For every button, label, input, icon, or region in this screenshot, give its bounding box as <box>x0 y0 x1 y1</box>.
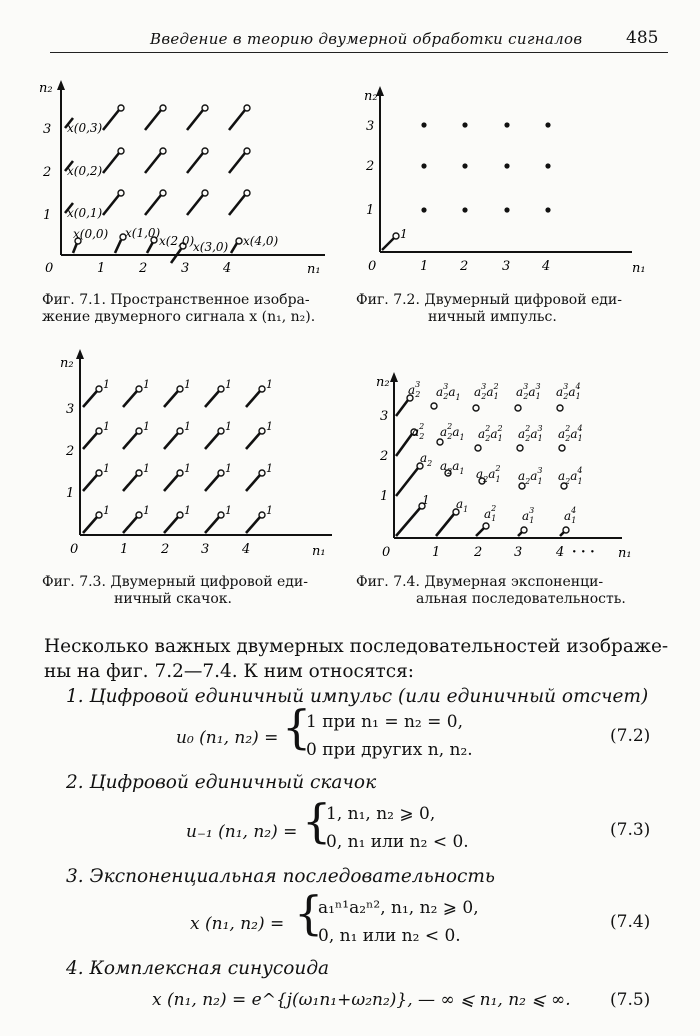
unit-step-stem <box>83 391 97 407</box>
eq-7-5: x (n₁, n₂) = e^{j(ω₁n₁+ω₂n₂)}, — ∞ ⩽ n₁, n₂ ⩽ ∞. <box>152 990 571 1010</box>
x-tick-3: 3 <box>502 259 511 274</box>
svg-text:a22: $a^2$ 2 <box>412 422 425 441</box>
unit-step-stem <box>123 517 137 533</box>
unit-step-label: 1 <box>103 462 110 475</box>
unit-step-label: 1 <box>184 504 191 517</box>
y-tick-1: 1 <box>66 486 75 501</box>
unit-step-head <box>218 386 224 392</box>
caption-line: Фиг. 7.3. Двумерный цифровой еди- <box>42 574 308 590</box>
caption-line: жение двумерного сигнала x (n₁, n₂). <box>42 309 316 325</box>
eq-7-3-case2: 0, n₁ или n₂ < 0. <box>326 832 469 852</box>
unit-step-stem <box>246 517 260 533</box>
unit-step-head <box>259 512 265 518</box>
svg-text:a22a31: $a^2$ $2a^3$ 1 <box>518 424 543 443</box>
svg-text:a1: $a_1$ <box>456 497 469 514</box>
x-tick-3: 3 <box>514 545 523 560</box>
svg-text:a41: $a^4$ 1 <box>564 506 577 525</box>
x-tick-1: 1 <box>120 542 129 557</box>
svg-text:a32a31: $a^3$ $2a^3$ 1 <box>516 382 541 401</box>
unit-step-stem <box>123 433 137 449</box>
unit-step-label: 1 <box>225 462 232 475</box>
svg-text:a31: $a^3$ 1 <box>522 506 535 525</box>
x-axis-label: n₁ <box>632 261 646 276</box>
figure-7-2 <box>362 80 662 280</box>
svg-text:a32a41: $a^3$ $2a^4$ 1 <box>556 382 581 401</box>
unit-step-label: 1 <box>225 504 232 517</box>
caption-line: ничный импульс. <box>428 309 557 325</box>
caption-fig-7-3 <box>42 574 308 608</box>
y-tick-1: 1 <box>43 208 52 223</box>
x-tick-0: 0 <box>45 261 54 276</box>
x-tick-ellipsis: · · · <box>572 545 595 560</box>
eq-7-4-brace: { <box>294 886 324 940</box>
caption-line: Фиг. 7.2. Двумерный цифровой еди- <box>356 292 622 308</box>
unit-step-stem <box>83 433 97 449</box>
y-axis-arrow <box>57 80 65 90</box>
x-tick-2: 2 <box>460 259 469 274</box>
x-tick-2: 2 <box>139 261 148 276</box>
caption-fig-7-2 <box>356 292 622 326</box>
svg-text:a2: $a_2$ <box>420 451 433 468</box>
y-tick-3: 3 <box>66 402 75 417</box>
y-tick-1: 1 <box>366 203 375 218</box>
unit-step-stem <box>246 433 260 449</box>
unit-step-head <box>136 428 142 434</box>
unit-step-head <box>177 470 183 476</box>
unit-step-label: 1 <box>103 504 110 517</box>
unit-step-stem <box>164 517 178 533</box>
intro-line: ны на фиг. 7.2—7.4. К ним относятся: <box>44 661 415 682</box>
svg-text:a32a21: $a^3$ $2a^2$ 1 <box>474 382 499 401</box>
svg-text:a32: $a^3$ 2 <box>408 380 421 399</box>
y-tick-3: 3 <box>380 409 389 424</box>
unit-step-label: 1 <box>143 378 150 391</box>
eq-7-2-brace: { <box>282 700 312 754</box>
label-x30: x(3,0) <box>193 240 229 254</box>
caption-fig-7-1 <box>42 292 315 326</box>
y-tick-3: 3 <box>366 119 375 134</box>
x-tick-0: 0 <box>382 545 391 560</box>
unit-step-head <box>259 386 265 392</box>
unit-step-label: 1 <box>143 504 150 517</box>
y-tick-3: 3 <box>43 122 52 137</box>
figure-7-1 <box>35 80 335 280</box>
eq-7-4-case1: a₁ⁿ¹a₂ⁿ², n₁, n₂ ⩾ 0, <box>318 898 479 918</box>
label-x00: x(0,0) <box>73 227 109 241</box>
unit-step-stem <box>164 433 178 449</box>
unit-step-label: 1 <box>143 462 150 475</box>
item-2-heading: 2. Цифровой единичный скачок <box>66 772 377 793</box>
unit-step-head <box>136 470 142 476</box>
eq-7-3-brace: { <box>302 794 332 848</box>
x-axis-label: n₁ <box>307 262 321 277</box>
svg-text:a22a1: $a^2$ $2a_1$ <box>440 422 465 442</box>
svg-text:a2a21: $a_2a^2$ 1 <box>476 464 501 484</box>
svg-text:a2a1: $a_2a_1$ <box>440 459 465 476</box>
unit-step-stem <box>205 517 219 533</box>
eq-7-2-number: (7.2) <box>610 726 651 746</box>
unit-step-label: 1 <box>266 420 273 433</box>
unit-step-head <box>218 470 224 476</box>
unit-step-head <box>136 386 142 392</box>
unit-step-label: 1 <box>225 420 232 433</box>
caption-line: Фиг. 7.4. Двумерная экспоненци- <box>356 574 604 590</box>
y-tick-2: 2 <box>366 159 375 174</box>
eq-7-3-number: (7.3) <box>610 820 651 840</box>
eq-7-4-number: (7.4) <box>610 912 651 932</box>
x-tick-4: 4 <box>542 259 551 274</box>
label-x02: x(0,2) <box>67 164 103 178</box>
x-tick-3: 3 <box>201 542 210 557</box>
unit-step-head <box>259 470 265 476</box>
label-x03: x(0,3) <box>67 121 103 135</box>
caption-fig-7-4 <box>356 574 626 608</box>
unit-step-stem <box>205 433 219 449</box>
x-tick-0: 0 <box>70 542 79 557</box>
y-tick-2: 2 <box>66 444 75 459</box>
y-axis-label: n₂ <box>60 356 74 371</box>
svg-text:a21: $a^2$ 1 <box>484 504 497 523</box>
header-rule <box>50 52 668 53</box>
unit-step-label: 1 <box>184 462 191 475</box>
unit-step-label: 1 <box>184 378 191 391</box>
eq-7-4-case2: 0, n₁ или n₂ < 0. <box>318 926 461 946</box>
svg-text:a32a1: $a^3$ $2a_1$ <box>436 382 461 402</box>
unit-step-stem <box>164 475 178 491</box>
eq-7-5-number: (7.5) <box>610 990 651 1010</box>
intro-line: Несколько важных двумерных последовательностей изображе- <box>44 636 669 657</box>
unit-step-head <box>136 512 142 518</box>
eq-7-2-case1: 1 при n₁ = n₂ = 0, <box>306 712 464 732</box>
unit-step-head <box>177 428 183 434</box>
caption-line: Фиг. 7.1. Пространственное изобра- <box>42 292 310 308</box>
unit-step-label: 1 <box>103 378 110 391</box>
svg-text:1: 1 <box>422 493 430 507</box>
y-tick-2: 2 <box>43 165 52 180</box>
unit-step-stem <box>164 391 178 407</box>
x-tick-4: 4 <box>242 542 251 557</box>
unit-step-stem <box>205 391 219 407</box>
unit-step-label: 1 <box>266 504 273 517</box>
x-tick-2: 2 <box>474 545 483 560</box>
x-tick-4: 4 <box>556 545 565 560</box>
unit-step-label: 1 <box>266 378 273 391</box>
running-header: Введение в теорию двумерной обработки сигналов <box>150 30 583 48</box>
unit-step-head <box>96 512 102 518</box>
y-axis-label: n₂ <box>376 375 390 390</box>
unit-step-label: 1 <box>266 462 273 475</box>
unit-step-stem <box>123 475 137 491</box>
x-tick-0: 0 <box>368 259 377 274</box>
caption-line: альная последовательность. <box>416 591 626 607</box>
unit-step-label: 1 <box>184 420 191 433</box>
figure-7-3 <box>50 345 340 560</box>
y-tick-2: 2 <box>380 449 389 464</box>
eq-7-2-case2: 0 при других n, n₂. <box>306 740 473 760</box>
unit-step-head <box>259 428 265 434</box>
x-tick-2: 2 <box>161 542 170 557</box>
label-x40: x(4,0) <box>243 234 279 248</box>
unit-step-stem <box>123 391 137 407</box>
y-axis-label: n₂ <box>364 89 378 104</box>
unit-step-label: 1 <box>143 420 150 433</box>
svg-text:a2a41: $a_2a^4$ 1 <box>558 466 583 486</box>
unit-step-stem <box>205 475 219 491</box>
unit-step-stem <box>83 475 97 491</box>
x-tick-1: 1 <box>97 261 106 276</box>
unit-step-label: 1 <box>103 420 110 433</box>
intro-paragraph <box>44 634 674 684</box>
x-axis-label: n₁ <box>618 546 632 561</box>
item-3-heading: 3. Экспоненциальная последовательность <box>66 866 495 887</box>
svg-text:a22a21: $a^2$ $2a^2$ 1 <box>478 424 503 443</box>
x-tick-3: 3 <box>181 261 190 276</box>
label-x20: x(2,0) <box>159 234 195 248</box>
unit-step-head <box>96 470 102 476</box>
x-axis-label: n₁ <box>312 544 326 559</box>
eq-7-2-lhs: u₀ (n₁, n₂) = <box>176 728 279 748</box>
unit-step-stem <box>83 517 97 533</box>
impulse-label: 1 <box>400 227 408 241</box>
label-x10: x(1,0) <box>125 226 161 240</box>
unit-step-stem <box>246 391 260 407</box>
x-tick-4: 4 <box>223 261 232 276</box>
svg-text:a2a31: $a_2a^3$ 1 <box>518 466 543 486</box>
unit-step-head <box>218 428 224 434</box>
page-number: 485 <box>626 28 659 48</box>
y-axis-label: n₂ <box>39 81 53 96</box>
unit-step-head <box>96 428 102 434</box>
unit-step-stem <box>246 475 260 491</box>
eq-7-4-lhs: x (n₁, n₂) = <box>190 914 285 934</box>
unit-step-head <box>218 512 224 518</box>
unit-step-label: 1 <box>225 378 232 391</box>
item-1-heading: 1. Цифровой единичный импульс (или единичный отсчет) <box>66 686 649 707</box>
x-tick-1: 1 <box>420 259 429 274</box>
label-x01: x(0,1) <box>67 206 103 220</box>
y-tick-1: 1 <box>380 489 389 504</box>
unit-step-head <box>96 386 102 392</box>
caption-line: ничный скачок. <box>114 591 232 607</box>
unit-step-head <box>177 512 183 518</box>
item-4-heading: 4. Комплексная синусоида <box>66 958 330 979</box>
x-tick-1: 1 <box>432 545 441 560</box>
eq-7-3-case1: 1, n₁, n₂ ⩾ 0, <box>326 804 436 824</box>
unit-step-head <box>177 386 183 392</box>
svg-text:a22a41: $a^2$ $2a^4$ 1 <box>558 424 583 443</box>
figure-7-4 <box>372 368 667 568</box>
eq-7-3-lhs: u₋₁ (n₁, n₂) = <box>186 822 298 842</box>
